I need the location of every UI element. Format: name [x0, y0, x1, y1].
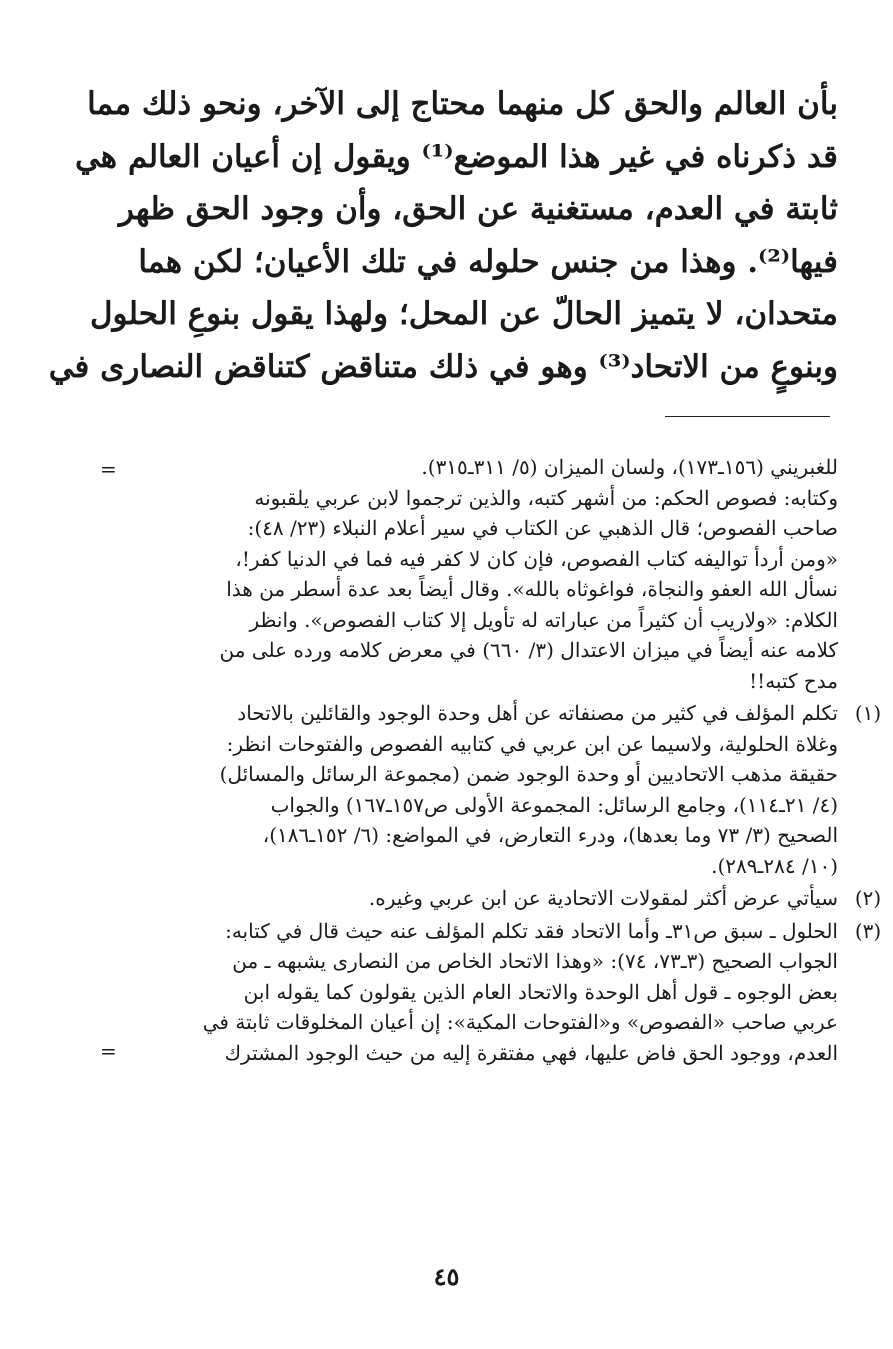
footnote-line: وكتابه: فصوص الحكم: من أشهر كتبه، والذين ترجموا لابن عربي يلقبونه [254, 485, 838, 510]
footnote-1 [148, 698, 882, 881]
footnote-line: عربي صاحب «الفصوص» و«الفتوحات المكية»: إن أعيان المخلوقات ثابتة في [202, 1010, 838, 1034]
footnote-line: حقيقة مذهب الاتحاديين أو وحدة الوجود ضمن (مجموعة الرسائل والمسائل) [219, 762, 838, 786]
main-text-line: فيها⁽²⁾. وهذا من جنس حلوله في تلك الأعيان؛ لكن هما [138, 243, 838, 280]
footnotes-section [100, 452, 882, 1070]
footnote-line: بعض الوجوه ـ قول أهل الوحدة والاتحاد العام الذين يقولون كما يقوله ابن [243, 979, 838, 1004]
main-text-line: وبنوعٍ من الاتحاد⁽³⁾ وهو في ذلك متناقض كتناقض النصارى في [48, 348, 838, 385]
footnote-line: الصحيح (٣/ ٧٣ وما بعدها)، ودرء التعارض، في المواضع: (٦/ ١٥٢ـ١٨٦)، [262, 823, 838, 847]
continuation-marker: = [100, 457, 117, 481]
main-text-line: قد ذكرناه في غير هذا الموضع⁽¹⁾ ويقول إن أعيان العالم هي [74, 138, 838, 175]
footnote-line: وغلاة الحلولية، ولاسيما عن ابن عربي في كتابيه الفصوص والفتوحات انظر: [226, 731, 838, 756]
main-text-line: ثابتة في العدم، مستغنية عن الحق، وأن وجود الحق ظهر [118, 191, 838, 227]
footnote-line: (٤/ ٢١ـ١١٤)، وجامع الرسائل: المجموعة الأولى ص١٥٧ـ١٦٧) والجواب [270, 792, 838, 817]
footnote-line: للغبريني (١٥٦ـ١٧٣)، ولسان الميزان (٥/ ٣١١ـ٣١٥). [421, 455, 838, 479]
footnote-line: الحلول ـ سبق ص٣١ـ وأما الاتحاد فقد تكلم المؤلف عنه حيث قال في كتابه: [225, 918, 838, 943]
main-body-text [48, 78, 838, 393]
footnote-marker: (٢) [854, 886, 882, 910]
footnote-continuation [100, 452, 838, 696]
footnote-line: الجواب الصحيح (٣ـ٧٣، ٧٤): «وهذا الاتحاد الخاص من النصارى يشبهه ـ من [232, 949, 838, 973]
footnote-2 [148, 883, 882, 914]
footnote-line: تكلم المؤلف في كثير من مصنفاته عن أهل وحدة الوجود والقائلين بالاتحاد [237, 701, 838, 725]
page-number: ٤٥ [433, 1262, 460, 1291]
footnote-line: الكلام: «ولاريب أن كثيراً من عباراته له تأويل إلا كتاب الفصوص». وانظر [249, 607, 838, 632]
footnote-divider [665, 416, 830, 417]
main-text-line: متحدان، لا يتميز الحالّ عن المحل؛ ولهذا يقول بنوعِ الحلول [89, 296, 838, 332]
footnote-line: (١٠/ ٢٨٤ـ٢٨٩). [711, 853, 838, 878]
footnote-line [148, 1038, 838, 1069]
footnote-line-text: العدم، ووجود الحق فاض عليها، فهي مفتقرة إليه من حيث الوجود المشترك [224, 1040, 838, 1065]
footnote-line: كلامه عنه أيضاً في ميزان الاعتدال (٣/ ٦٦٠) في معرض كلامه ورده على من [219, 638, 838, 662]
footnote-marker: (٣) [854, 918, 882, 943]
footnote-3 [100, 916, 882, 1069]
footnote-line: نسأل الله العفو والنجاة، فواغوثاه بالله». وقال أيضاً بعد عدة أسطر من هذا [226, 577, 838, 601]
continuation-marker-end: = [100, 1038, 117, 1063]
main-text-line: بأن العالم والحق كل منهما محتاج إلى الآخر، ونحو ذلك مما [87, 86, 838, 122]
footnote-line: مدح كتبه!! [749, 668, 838, 693]
footnote-line: صاحب الفصوص؛ قال الذهبي عن الكتاب في سير أعلام النبلاء (٢٣/ ٤٨): [247, 516, 838, 540]
footnote-marker: (١) [854, 701, 882, 725]
footnote-line: «ومن أردأ تواليفه كتاب الفصوص، فإن كان لا كفر فيه فما في الدنيا كفر!، [235, 546, 838, 571]
footnote-line: سيأتي عرض أكثر لمقولات الاتحادية عن ابن عربي وغيره. [368, 886, 838, 910]
